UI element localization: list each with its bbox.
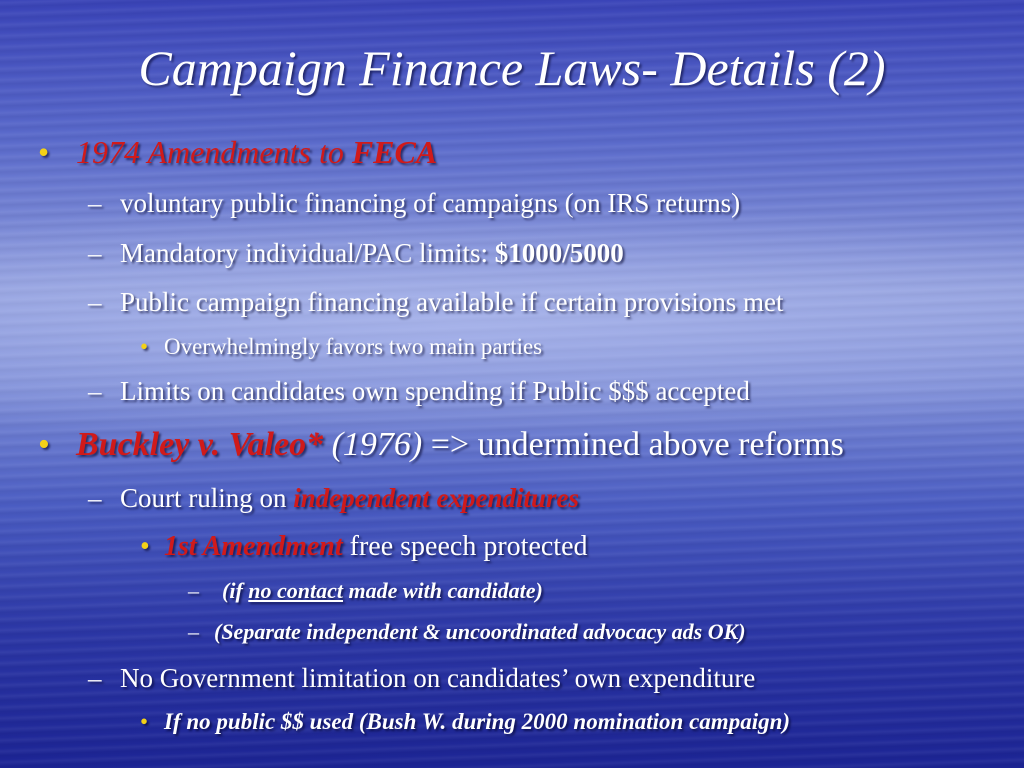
subsub-favors-text: Overwhelmingly favors two main parties: [164, 334, 543, 359]
sub-no-gov-limit-text: No Government limitation on candidates’ own expenditure: [120, 663, 756, 693]
court-ruling-emphasis: independent expenditures: [293, 483, 580, 513]
bullet-buckley-text: [76, 424, 844, 466]
sub-public-financing-text: voluntary public financing of campaigns (on IRS returns): [120, 188, 741, 218]
subsub-bush-text: If no public $$ used (Bush W. during 2000 nomination campaign): [164, 709, 791, 734]
level4-no-contact-text: [222, 577, 543, 605]
bullet-marker: •: [140, 334, 149, 359]
dash-marker: –: [88, 376, 102, 406]
bullet-marker: •: [140, 531, 150, 562]
slide-title: Campaign Finance Laws- Details (2): [138, 40, 886, 96]
no-contact-rest: made with candidate): [343, 578, 543, 603]
dash-marker: –: [88, 238, 102, 268]
no-contact-underline: no contact: [248, 578, 343, 603]
sub-limits-text: [120, 236, 624, 270]
no-contact-open: (if: [222, 578, 249, 603]
sub-provisions-text: Public campaign financing available if certain provisions met: [120, 287, 784, 317]
limits-amount: $1000/5000: [494, 238, 624, 268]
dash-marker: –: [188, 578, 199, 603]
first-amendment-emphasis: 1st Amendment: [164, 531, 343, 562]
bullet-marker: •: [38, 134, 50, 170]
dash-marker: –: [88, 483, 102, 513]
first-amendment-rest: free speech protected: [342, 531, 588, 562]
feca-emphasis: FECA: [351, 134, 438, 170]
bullet-marker: •: [38, 426, 50, 463]
limits-label: Mandatory individual/PAC limits:: [120, 238, 495, 268]
bullet-marker: •: [140, 709, 149, 734]
dash-marker: –: [88, 188, 102, 218]
dash-marker: –: [88, 287, 102, 317]
buckley-case: Buckley v. Valeo*: [76, 426, 324, 463]
subsub-first-amendment-text: [164, 530, 588, 564]
feca-prefix: 1974 Amendments to: [76, 134, 352, 170]
bullet-feca-text: [76, 132, 437, 172]
level4-separate-ads-text: (Separate independent & uncoordinated advocacy ads OK): [214, 619, 746, 644]
buckley-year: (1976): [323, 426, 423, 463]
sub-own-spending-text: Limits on candidates own spending if Public $$$ accepted: [120, 376, 750, 406]
buckley-rest: => undermined above reforms: [422, 426, 844, 463]
court-ruling-label: Court ruling on: [120, 483, 294, 513]
dash-marker: –: [88, 663, 102, 693]
sub-court-ruling-text: [120, 481, 579, 515]
dash-marker: –: [188, 619, 199, 644]
